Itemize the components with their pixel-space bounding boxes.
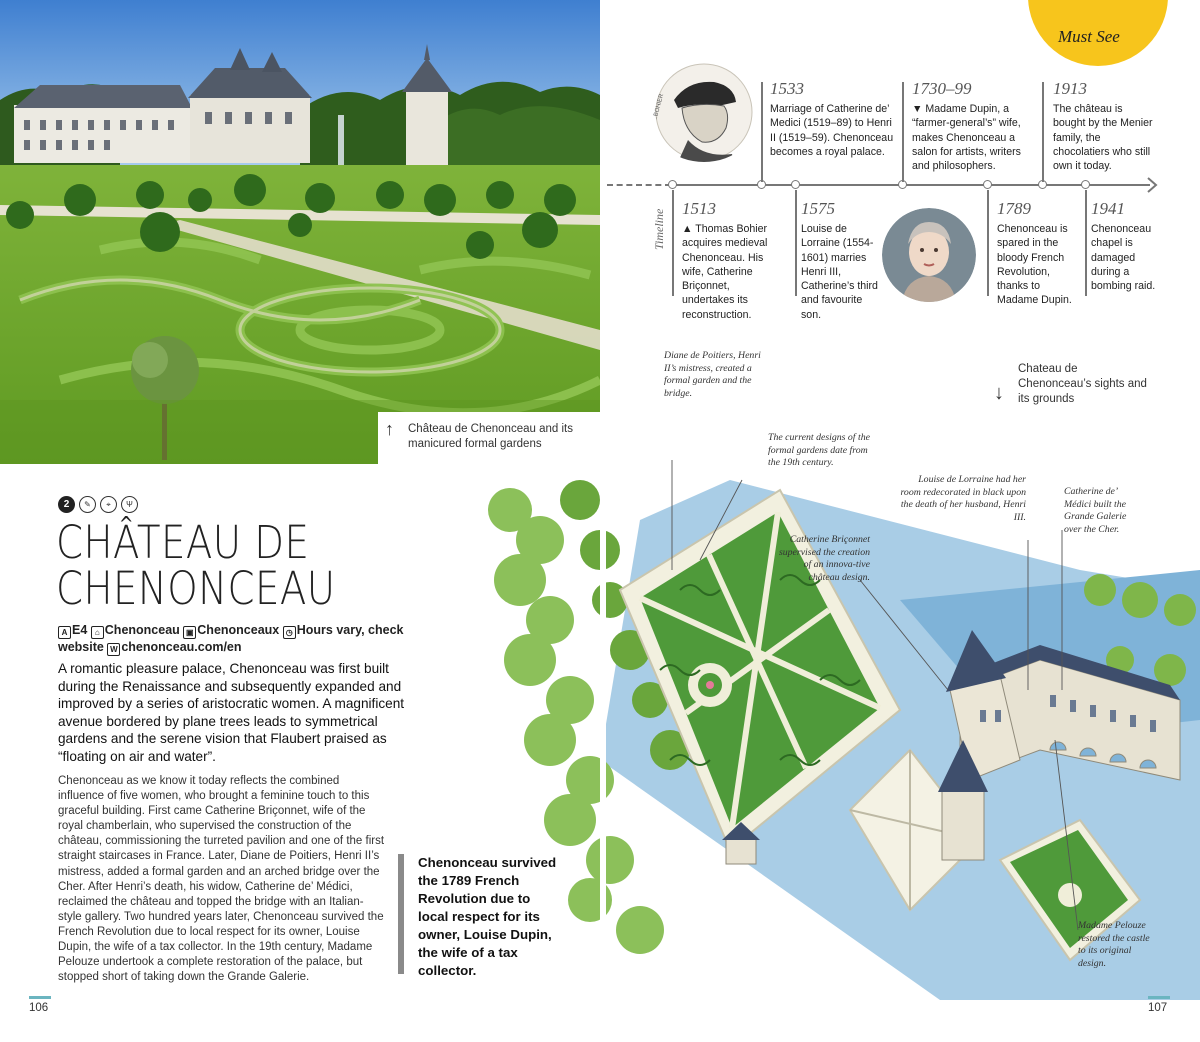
web-icon: W [107,643,120,656]
timeline-dot [668,180,677,189]
timeline-dashed-start [607,184,671,186]
info-hours: Hours vary, check website [58,623,404,654]
timeline-dot [1081,180,1090,189]
page-bar-left [29,996,51,999]
timeline-event: Chenonceau chapel is damaged during a bombing raid. [1091,223,1156,293]
page-title [56,516,381,615]
annotation-pelouze: Madame Pelouze restored the castle to its original design. [1078,920,1150,969]
page-number-left: 106 [29,1002,49,1014]
timeline-year: 1533 [770,79,804,98]
photo-caption: Château de Chenonceau and its manicured formal gardens [408,423,573,450]
portrait-thomas-bohier [648,62,760,162]
timeline-arrow-icon [1146,177,1164,193]
timeline-tick [1085,190,1087,296]
timeline-event: Louise de Lorraine (1554-1601) marries Henri III, Catherine’s third and favourite son. [801,223,878,321]
timeline-label: Timeline [652,208,666,250]
timeline-year: 1913 [1053,79,1087,98]
town-icon: ⌂ [91,626,104,639]
badge-row [58,496,138,513]
page-bar-right [1148,996,1170,999]
arrow-up-icon: ↑ [385,419,394,439]
timeline-year: 1575 [801,199,835,218]
timeline-tick [761,82,763,182]
map-pin-icon: ⌖ [100,496,117,513]
body-paragraph: Chenonceau as we know it today reflects the combined influence of five women, who brought a feminine touch to this graceful building. First came Catherine Briçonnet, wife of the royal chamberlain, who supervised the construction of the château, commissioning the turreted pavilion and one of the first straight staircases in France. Later, Diane de Poitiers, Henri II’s mistress, added a formal garden and an arched bridge over the Cher. After Henri’s death, his widow, Catherine de’ Médici, reclaimed the château and topped the bridge with an Italian-style gallery. Two hundred years later, Chenonceau survived the French Revolution due to local respect for its owner, Louise Dupin, the wife of a tax collector. In the 19th century, Madame Pelouze undertook a complete restoration of the palace, but stopped short of taking down the Grande Galerie. [58,775,385,984]
title-line-2: CHENONCEAU [56,562,336,615]
info-station: Chenonceaux [197,623,280,637]
title-line-1: CHÂTEAU DE [56,516,310,569]
annotation-catherine-medici: Catherine de’ Médici built the Grande Galerie over the Cher. [1064,486,1127,535]
practical-info [58,622,418,656]
timeline-event: ▲ Thomas Bohier acquires medieval Chenonceau. His wife, Catherine Briçonnet, undertakes its reconstruction. [682,223,768,321]
must-see-label: Must See [1058,27,1120,46]
info-web[interactable]: chenonceau.com/en [121,640,242,654]
grid-icon: A [58,626,71,639]
annotation-catherine-briconnet: Catherine Briçonnet supervised the creation of an innova-tive château design. [778,534,870,583]
timeline-tick [902,82,904,182]
pen-icon: ✎ [79,496,96,513]
timeline-tick [987,190,989,296]
arrow-down-icon: ↓ [994,382,1004,404]
page-gutter [600,0,606,1042]
timeline-event: Marriage of Catherine de’ Medici (1519–89) to Henri II (1519–59). Chenonceau becomes a royal palace. [770,103,894,158]
chateau-photo [0,0,600,464]
clock-icon: ◷ [283,626,296,639]
sight-number-badge: 2 [58,496,75,513]
annotation-diane: Diane de Poitiers, Henri II’s mistress, created a formal garden and the bridge. [664,350,761,399]
timeline-event: Chenonceau is spared in the bloody French Revolution, thanks to Madame Dupin. [997,223,1072,307]
portrait-inscription: ..BOHIER [652,93,666,121]
sights-caption: Chateau de Chenonceau’s sights and its grounds [1018,363,1147,405]
pull-quote-text: Chenonceau survived the 1789 French Revolution due to local respect for its owner, Louise Dupin, the wife of a tax collector. [418,855,557,978]
timeline-year: 1513 [682,199,716,218]
timeline-axis [672,184,1150,186]
timeline-dot [983,180,992,189]
utensils-icon: Ψ [121,496,138,513]
timeline-dot [791,180,800,189]
info-town: Chenonceau [104,623,180,637]
annotation-current-gardens: The current designs of the formal gardens date from the 19th century. [768,432,870,468]
timeline-tick [1042,82,1044,182]
timeline-tick [795,190,797,296]
timeline-event: ▼ Madame Dupin, a “farmer-general’s” wife, makes Chenonceau a salon for artists, writers and philosophers. [912,103,1021,173]
train-icon: ▣ [183,626,196,639]
timeline-year: 1789 [997,199,1031,218]
portrait-louise-de-lorraine [882,208,976,302]
page-number-right: 107 [1148,1002,1168,1014]
info-grid: E4 [72,623,88,637]
timeline-year: 1730–99 [912,79,972,98]
lead-paragraph: A romantic pleasure palace, Chenonceau was first built during the Renaissance and subsequently expanded and improved by a series of aristocratic women. A magnificent avenue bordered by plane trees leads to symmetrical gardens and the serene vision that Flaubert praised as “floating on air and water”. [58,661,405,764]
annotation-louise: Louise de Lorraine had her room redecorated in black upon the death of her husband, Henri III. [900,474,1026,523]
timeline-event: The château is bought by the Menier family, the chocolatiers who still own it today. [1053,103,1153,173]
timeline-tick [672,190,674,296]
timeline-year: 1941 [1091,199,1125,218]
